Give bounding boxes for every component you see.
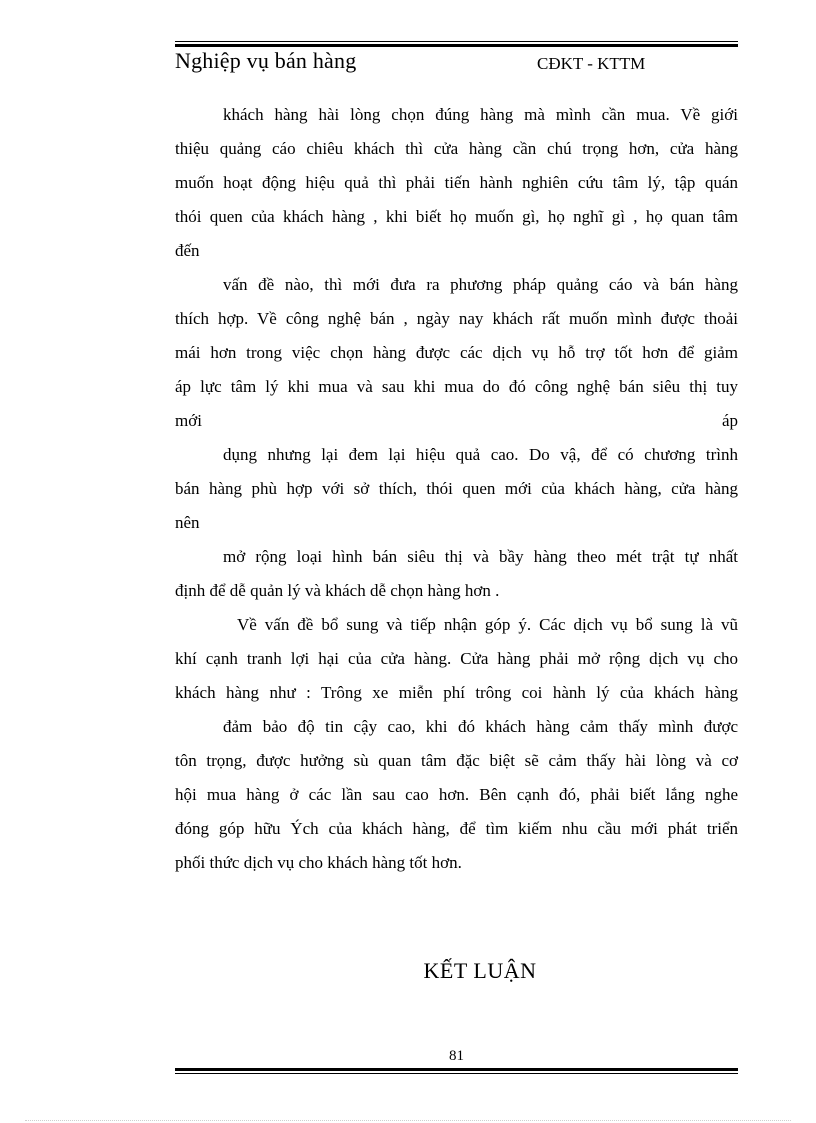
page-number: 81	[449, 1048, 464, 1064]
text-line: khí cạnh tranh lợi hại của cửa hàng. Cửa hàng phải mở rộng dịch vụ cho	[175, 649, 738, 668]
paragraph	[175, 540, 738, 608]
paragraph	[175, 268, 738, 438]
text-line: muốn hoạt động hiệu quả thì phải tiến hành nghiên cứu tâm lý, tập quán	[175, 173, 738, 192]
text-line: đảm bảo độ tin cậy cao, khi đó khách hàng cảm thấy mình được	[223, 717, 738, 736]
text-line: mở rộng loại hình bán siêu thị và bầy hàng theo mét trật tự nhất	[223, 547, 738, 566]
text-line: phối thức dịch vụ cho khách hàng tốt hơn.	[175, 853, 462, 872]
text-line: áp lực tâm lý khi mua và sau khi mua do đó công nghệ bán siêu thị tuy	[175, 377, 738, 396]
paragraph	[175, 608, 738, 710]
text-line: Về vấn đề bổ sung và tiếp nhận góp ý. Các dịch vụ bổ sung là vũ	[237, 615, 738, 634]
text-line: đóng góp hữu Ých của khách hàng, để tìm kiếm nhu cầu mới phát triển	[175, 819, 738, 838]
split-line-right: áp	[721, 411, 738, 430]
text-line-split	[175, 404, 738, 438]
header-title: Nghiệp vụ bán hàng	[175, 48, 357, 73]
footer-rule-thick	[175, 1068, 738, 1071]
text-line: dụng nhưng lại đem lại hiệu quả cao. Do vậ, để có chương trình	[223, 445, 738, 464]
text-line: khách hàng như : Trông xe miễn phí trông coi hành lý của khách hàng	[175, 683, 738, 702]
header-rule-thin	[175, 41, 738, 42]
text-line: định để dễ quản lý và khách dễ chọn hàng hơn .	[175, 581, 500, 600]
text-line: hội mua hàng ở các lần sau cao hơn. Bên cạnh đó, phải biết lắng nghe	[175, 785, 738, 804]
header-department: CĐKT - KTTM	[537, 54, 646, 73]
text-line: thích hợp. Về công nghệ bán , ngày nay khách rất muốn mình được thoải	[175, 309, 738, 328]
split-line-left: mới	[175, 411, 202, 430]
header-rule-thick	[175, 44, 738, 47]
conclusion-heading: KẾT LUẬN	[423, 958, 537, 983]
text-line: bán hàng phù hợp với sở thích, thói quen mới của khách hàng, cửa hàng	[175, 479, 738, 498]
text-line: thói quen của khách hàng , khi biết họ muốn gì, họ nghĩ gì , họ quan tâm	[175, 207, 738, 226]
text-line: vấn đề nào, thì mới đưa ra phương pháp quảng cáo và bán hàng	[223, 275, 738, 294]
paragraph	[175, 438, 738, 540]
text-line: tôn trọng, được hưởng sù quan tâm đặc biệt sẽ cảm thấy hài lòng và cơ	[175, 751, 738, 770]
paragraph	[175, 98, 738, 268]
text-line: mái hơn trong việc chọn hàng được các dịch vụ hỗ trợ tốt hơn để giảm	[175, 343, 738, 362]
paragraph	[175, 710, 738, 880]
text-line: thiệu quảng cáo chiêu khách thì cửa hàng cần chú trọng hơn, cửa hàng	[175, 139, 738, 158]
text-line: nên	[175, 513, 200, 532]
page-edge-divider	[25, 1120, 791, 1121]
text-line: đến	[175, 241, 200, 260]
footer-rule-thin	[175, 1073, 738, 1074]
body-text	[175, 98, 738, 880]
text-line: khách hàng hài lòng chọn đúng hàng mà mình cần mua. Về giới	[223, 105, 738, 124]
